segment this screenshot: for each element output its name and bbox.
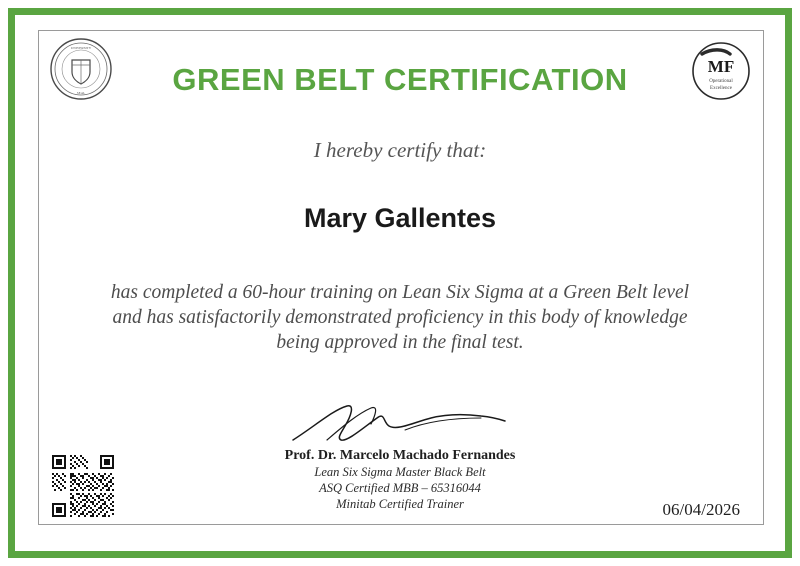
signature-block [240, 400, 560, 512]
svg-text:MF: MF [707, 57, 735, 76]
recipient-name: Mary Gallentes [303, 203, 497, 233]
signer-credential-3: Minitab Certified Trainer [336, 497, 464, 511]
svg-text:SEAL: SEAL [76, 91, 86, 95]
signer-name: Prof. Dr. Marcelo Machado Fernandes [284, 448, 516, 463]
certificate-title: GREEN BELT CERTIFICATION [172, 62, 628, 97]
signature-mark-icon [240, 400, 560, 446]
svg-text:UNIVERSITY: UNIVERSITY [70, 46, 92, 50]
verification-qr-code[interactable] [52, 455, 114, 517]
certificate-body-text: has completed a 60-hour training on Lean Six Sigma at a Green Belt level and has satisfactorily demonstrated proficiency in this body of knowledge being approved in the final test. [110, 282, 690, 353]
issue-date: 06/04/2026 [662, 500, 740, 519]
signer-credential-1: Lean Six Sigma Master Black Belt [314, 465, 486, 479]
svg-text:Operational: Operational [709, 79, 733, 84]
svg-text:Excellence: Excellence [710, 86, 732, 91]
signer-credential-2: ASQ Certified MBB – 65316044 [319, 481, 481, 495]
certify-line: I hereby certify that: [313, 138, 487, 162]
